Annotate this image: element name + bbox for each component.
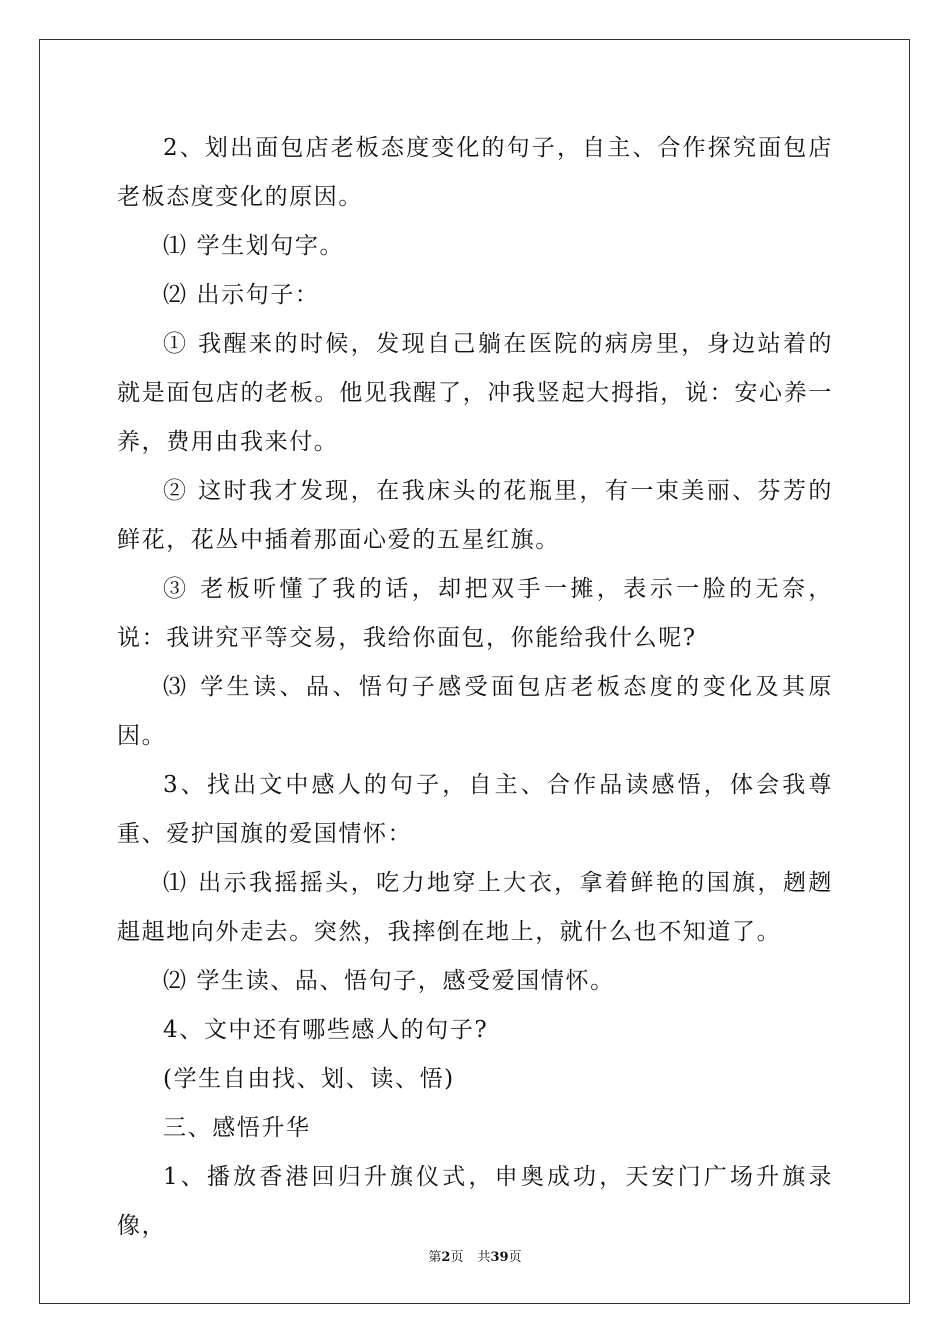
paragraph: ③ 老板听懂了我的话，却把双手一摊，表示一脸的无奈，说：我讲究平等交易，我给你面包，你能给我什么呢?: [117, 576, 833, 651]
paragraph: 3、找出文中感人的句子，自主、合作品读感悟，体会我尊重、爱护国旗的爱国情怀：: [117, 772, 833, 847]
page-suffix: 页: [450, 1250, 464, 1265]
paragraph: ⑴ 学生划句字。: [163, 233, 345, 259]
paragraph: ⑵ 出示句子：: [163, 282, 320, 308]
page-prefix: 第: [428, 1250, 442, 1265]
paragraph: ⑵ 学生读、品、悟句子，感受爱国情怀。: [163, 968, 615, 994]
section-heading: 三、感悟升华: [163, 1115, 311, 1141]
page-number: 2: [441, 1250, 451, 1265]
paragraph: ⑶ 学生读、品、悟句子感受面包店老板态度的变化及其原因。: [117, 674, 833, 749]
paragraph: ② 这时我才发现，在我床头的花瓶里，有一束美丽、芬芳的鲜花，花丛中插着那面心爱的五星红旗。: [117, 478, 833, 553]
page-total: 39: [490, 1250, 509, 1265]
paragraph: 1、播放香港回归升旗仪式，申奥成功，天安门广场升旗录像，: [117, 1164, 833, 1239]
paragraph: (学生自由找、划、读、悟): [163, 1066, 455, 1092]
total-suffix: 页: [508, 1250, 522, 1265]
total-prefix: 共: [477, 1250, 491, 1265]
paragraph: ① 我醒来的时候，发现自己躺在医院的病房里，身边站着的就是面包店的老板。他见我醒了，冲我竖起大拇指，说：安心养一养，费用由我来付。: [117, 331, 833, 455]
paragraph: 4、文中还有哪些感人的句子?: [163, 1017, 489, 1043]
page-footer: [0, 1246, 950, 1265]
paragraph: 2、划出面包店老板态度变化的句子，自主、合作探究面包店老板态度变化的原因。: [117, 135, 833, 210]
document-body: [117, 124, 833, 1251]
paragraph: ⑴ 出示我摇摇头，吃力地穿上大衣，拿着鲜艳的国旗，趔趔趄趄地向外走去。突然，我摔倒在地上，就什么也不知道了。: [117, 870, 833, 945]
